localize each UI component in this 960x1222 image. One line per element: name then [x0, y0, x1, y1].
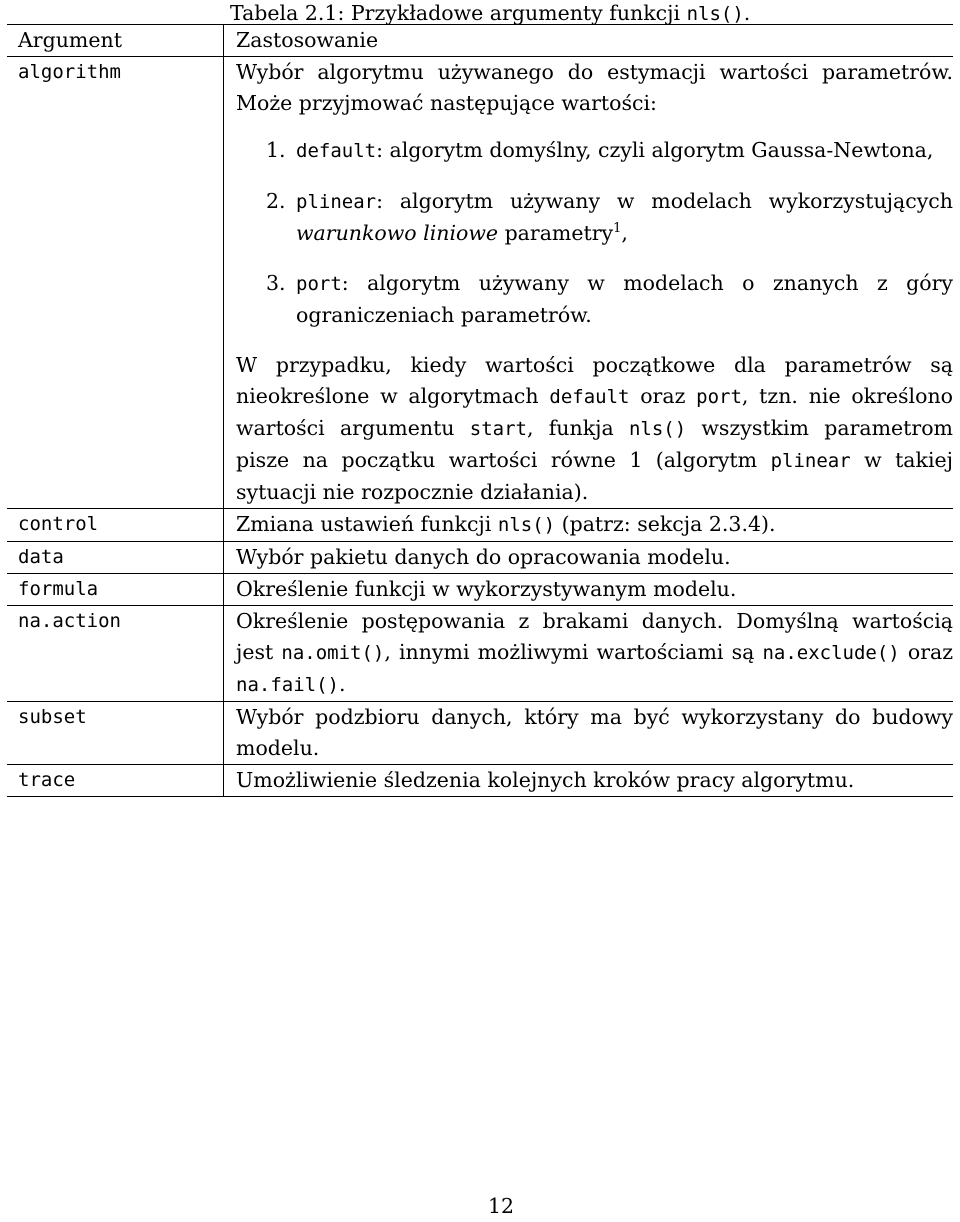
note-code: port	[696, 386, 742, 408]
arg-description	[224, 57, 954, 509]
desc-text: Określenie postępowania z brakami danych. Domyślną wartością jest	[236, 609, 953, 664]
desc-code: na.fail()	[236, 674, 339, 696]
note-text: , tzn. nie określono wartości argumentu	[236, 384, 954, 440]
list-item	[266, 186, 953, 249]
caption-suffix: .	[743, 1, 751, 25]
arg-name: subset	[7, 702, 224, 765]
note-text: W przypadku, kiedy wartości początkowe dla parametrów są nieokreślone w algorytmach	[236, 353, 953, 408]
algorithm-note	[236, 350, 953, 508]
note-code: default	[549, 386, 630, 408]
header-argument: Argument	[7, 25, 224, 57]
arg-description	[224, 606, 954, 702]
page-number: 12	[487, 1194, 515, 1218]
arguments-table	[7, 24, 953, 797]
arg-name: data	[7, 542, 224, 574]
caption-code: nls()	[686, 3, 744, 25]
note-code: nls()	[628, 418, 687, 440]
row-na-action	[7, 606, 953, 702]
list-number: 2.	[266, 189, 286, 213]
algorithm-intro: Wybór algorytmu używanego do estymacji wartości parametrów. Może przyjmować następujące wartości:	[236, 60, 953, 115]
arg-name: control	[7, 509, 224, 542]
note-code: start	[469, 418, 527, 440]
arguments-table-wrap	[7, 24, 953, 797]
option-text: parametry	[498, 221, 614, 245]
note-text: , funkja	[526, 416, 629, 440]
row-algorithm	[7, 57, 953, 509]
desc-code: nls()	[497, 514, 556, 536]
arg-name: trace	[7, 765, 224, 797]
algorithm-options-list	[236, 135, 953, 331]
list-number: 3.	[266, 271, 286, 295]
arg-name: na.action	[7, 606, 224, 702]
note-text: oraz	[629, 384, 697, 408]
desc-text: oraz	[899, 640, 954, 664]
option-text: ,	[621, 221, 628, 245]
arg-description: Określenie funkcji w wykorzystywanym modelu.	[224, 574, 954, 606]
arg-description: Wybór podzbioru danych, który ma być wykorzystany do budowy modelu.	[224, 702, 954, 765]
desc-code: na.omit()	[281, 642, 385, 664]
option-emphasis: warunkowo liniowe	[296, 221, 499, 245]
row-control	[7, 509, 953, 542]
row-trace	[7, 765, 953, 797]
arg-description: Wybór pakietu danych do opracowania modelu.	[224, 542, 954, 574]
option-text: : algorytm używany w modelach wykorzystujących	[376, 189, 953, 213]
option-code: plinear	[296, 191, 377, 213]
option-text: : algorytm używany w modelach o znanych z góry ograniczeniach parametrów.	[296, 271, 953, 327]
row-formula	[7, 574, 953, 606]
caption-prefix: Tabela 2.1: Przykładowe argumenty funkcji	[230, 1, 687, 25]
list-number: 1.	[266, 138, 286, 162]
arg-name: formula	[7, 574, 224, 606]
list-item	[266, 268, 953, 331]
arg-description: Umożliwienie śledzenia kolejnych kroków pracy algorytmu.	[224, 765, 954, 797]
option-text: : algorytm domyślny, czyli algorytm Gaussa-Newtona,	[376, 138, 934, 162]
desc-text: (patrz: sekcja 2.3.4).	[555, 512, 776, 536]
table-header-row	[7, 25, 953, 57]
desc-text: Zmiana ustawień funkcji	[236, 512, 498, 536]
note-text: w takiej sytuacji nie rozpocznie działania).	[236, 448, 953, 504]
footnote-marker: 1	[613, 221, 622, 237]
arg-description	[224, 509, 954, 542]
desc-text: , innymi możliwymi wartościami są	[384, 640, 763, 664]
option-code: port	[296, 273, 342, 295]
list-item	[266, 135, 953, 167]
option-code: default	[296, 140, 377, 162]
desc-text: .	[338, 672, 346, 696]
row-subset	[7, 702, 953, 765]
arg-name: algorithm	[7, 57, 224, 509]
note-text: wszystkim parametrom pisze na początku wartości równe 1 (algorytm	[236, 416, 953, 472]
row-data	[7, 542, 953, 574]
desc-code: na.exclude()	[762, 642, 900, 664]
note-code: plinear	[770, 450, 851, 472]
header-usage: Zastosowanie	[224, 25, 954, 57]
